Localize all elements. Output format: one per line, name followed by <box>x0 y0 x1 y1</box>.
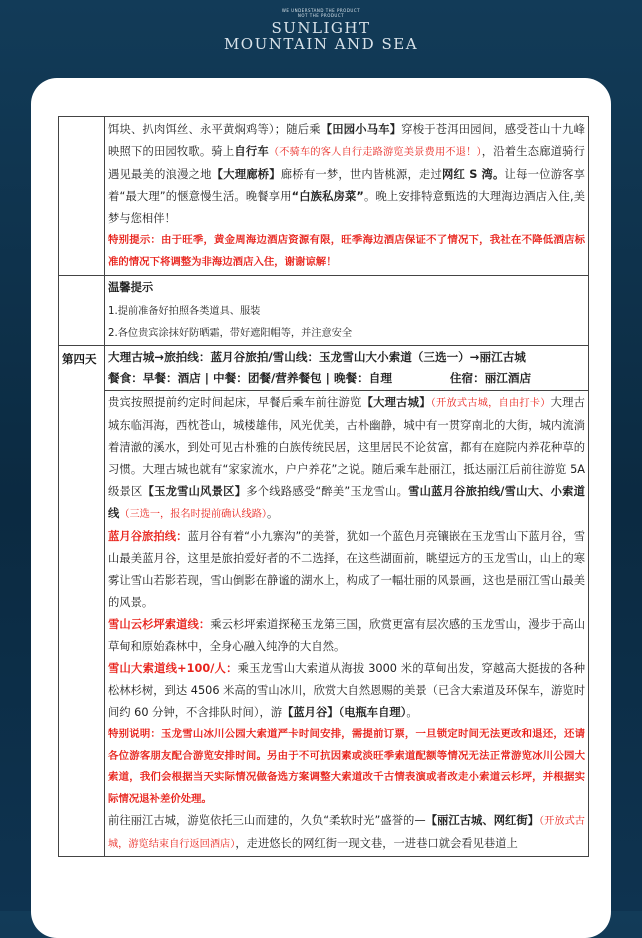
text-run: 。 <box>267 507 279 520</box>
warm-tips-title: 温馨提示 <box>108 281 154 294</box>
day4-route: 大理古城→旅拍线：蓝月谷旅拍/雪山线：玉龙雪山大小索道（三选一）→丽江古城 <box>108 350 526 364</box>
yulong-scenic-highlight: 【玉龙雪山风景区】 <box>142 485 247 498</box>
warm-tips-cell <box>105 276 589 346</box>
text-run: 贵宾按照提前约定时间起床，早餐后乘车前往游览 <box>108 396 362 409</box>
text-run: 。晚上安排特意甄选的大理海边酒店入住,美梦与您相伴！ <box>108 190 586 225</box>
text-run: 让每一位游客享着“最大理”的惬意慢生活。晚餐享用 <box>108 168 585 203</box>
pony-cart-highlight: 【田园小马车】 <box>320 123 402 136</box>
text-run: 前往丽江古城，游览依托三山而建的，久负“柔软时光”盛誉的— <box>108 814 426 827</box>
warm-tip-item: 2.各位贵宾涂抹好防晒霜，带好遮阳帽等，并注意安全 <box>108 328 353 339</box>
warm-tip-item: 1.提前准备好拍照各类道具、服装 <box>108 306 261 317</box>
day4-label: 第四天 <box>59 346 105 857</box>
day4-title-cell <box>105 346 589 391</box>
day4-header-row <box>59 346 589 391</box>
lijiang-old-town-note: （开放式古城，游览结束自行返回酒店） <box>108 816 585 850</box>
day3-special-notice: 特别提示：由于旺季，黄金周海边酒店资源有限，旺季海边酒店保证不了情况下，我社在不降低酒店标准的情况下将调整为非海边酒店入住，谢谢谅解！ <box>108 234 585 268</box>
bicycle-note: （不骑车的客人自行走路游览美景费用不退！） <box>268 147 482 158</box>
text-run: ，沿着生态廊道骑行遇见最美的浪漫之地 <box>108 145 585 181</box>
lanyue-route <box>108 526 585 614</box>
yunshan-route-desc: 乘云杉坪索道探秘玉龙第三国，欣赏更富有层次感的玉龙雪山，漫步于高山草甸和原始森林中，全身心融入纯净的大自然。 <box>108 618 585 653</box>
day4-meals: 餐食：早餐：酒店 | 中餐：团餐/营养餐包 | 晚餐：自理 <box>108 371 392 385</box>
itinerary-table <box>58 116 589 857</box>
text-run: 廊桥有一梦，世内皆桃源，走过 <box>280 168 443 181</box>
brand-name-line-2: MOUNTAIN AND SEA <box>223 35 419 53</box>
route-options-note: （三选一，报名时提前确认线路） <box>119 509 268 520</box>
dali-old-town-note: （开放式古城，自由打卡） <box>430 398 551 409</box>
bicycle-highlight: 自行车 <box>234 145 269 158</box>
yunshan-route <box>108 614 585 658</box>
day4-special-note: 特别说明：玉龙雪山冰川公园大索道严卡时间安排，需提前订票，一旦锁定时间无法更改和退还，还请各位游客朋友配合游览安排时间。另由于不可抗因素或淡旺季索道配额等情况无法正常游览冰川公园大索道，我们会根据当天实际情况做备选方案调整大索道改千古情表演或者改走小索道云杉坪，并根据实际情况退补差价处理。 <box>108 728 585 805</box>
blue-moon-valley-highlight: 【蓝月谷】（电瓶车自理） <box>282 706 407 719</box>
big-cableway-desc: 乘玉龙雪山大索道从海拔 3000 米的草甸出发，穿越高大挺拔的各种松林杉树，到达 4506 米高的雪山冰川，欣赏大自然恩赐的美景（已含大索道及环保车，游览时间约 60 分钟，不含排队时间），游 <box>108 662 585 719</box>
lanyue-route-desc: 蓝月谷有着“小九寨沟”的美誉，犹如一个蓝色月亮镶嵌在玉龙雪山下蓝月谷，雪山最美蓝月谷，这里是旅拍爱好者的不二选择，在这些湖面前，眺望远方的玉龙雪山，山上的寒雾让雪山若影若现，雪山倒影在静谧的湖水上，构成了一幅壮丽的风景画，这也是丽江雪山最美的风景。 <box>108 530 585 609</box>
text-run: 多个线路感受“醉美”玉龙雪山。 <box>246 485 409 498</box>
big-cableway-title: 雪山大索道线+100/人： <box>108 662 238 675</box>
big-cableway-route <box>108 658 585 724</box>
text-run: 大理古城东临洱海，西枕苍山，城楼雄伟，风光优美，古朴幽静，城中有一贯穿南北的大街，城内流淌着清澈的溪水，到处可见古朴雅的白族传统民居，这里居民不论贫富，都有在庭院内养花种草的习惯。大理古城也就有“家家流水，户户养花”之说。随后乘车赴丽江，抵达丽江后前往游览 5A 级景区 <box>108 396 585 498</box>
day4-lodging: 住宿：丽江酒店 <box>449 371 532 385</box>
text-run: ，走进悠长的网红街一现文巷，一进巷口就会看见巷道上 <box>235 837 518 850</box>
dali-old-town-highlight: 【大理古城】 <box>361 396 431 409</box>
day4-detail-row <box>59 391 589 857</box>
route-options-highlight: 雪山蓝月谷旅拍线/雪山大、小索道线 <box>108 485 585 520</box>
lijiang-paragraph <box>108 810 585 856</box>
day4-intro <box>108 392 585 526</box>
bai-cuisine-highlight: “白族私房菜” <box>291 190 364 203</box>
day4-detail-cell <box>105 391 589 857</box>
day4-meals-line <box>108 368 585 389</box>
brand-tagline-1: WE UNDERSTAND THE PRODUCT <box>281 8 361 13</box>
text-run: 穿梭于苍洱田园间，感受苍山十九峰映照下的田园牧歌。骑上 <box>108 123 585 158</box>
s-bay-highlight: 网红 S 湾。 <box>442 168 505 181</box>
day3-tips-row <box>59 276 589 346</box>
brand-logo <box>0 8 642 52</box>
brand-tagline-2: NOT THE PRODUCT <box>297 13 345 18</box>
brand-name-line-1: SUNLIGHT <box>271 19 371 37</box>
lanyue-route-title: 蓝月谷旅拍线： <box>108 530 188 543</box>
text-run: 。 <box>406 706 418 719</box>
dali-bridge-highlight: 【大理廊桥】 <box>211 168 281 181</box>
day3-label-cell <box>59 117 105 276</box>
yunshan-route-title: 雪山云杉坪索道线： <box>108 618 211 631</box>
day3-detail-row <box>59 117 589 276</box>
text-run: 饵块、扒肉饵丝、永平黄焖鸡等）；随后乘 <box>108 123 321 136</box>
day3-paragraph <box>108 119 585 230</box>
day3-detail-cell <box>105 117 589 276</box>
lijiang-old-town-highlight: 【丽江古城、网红街】 <box>425 814 540 827</box>
day3-tips-label-cell <box>59 276 105 346</box>
